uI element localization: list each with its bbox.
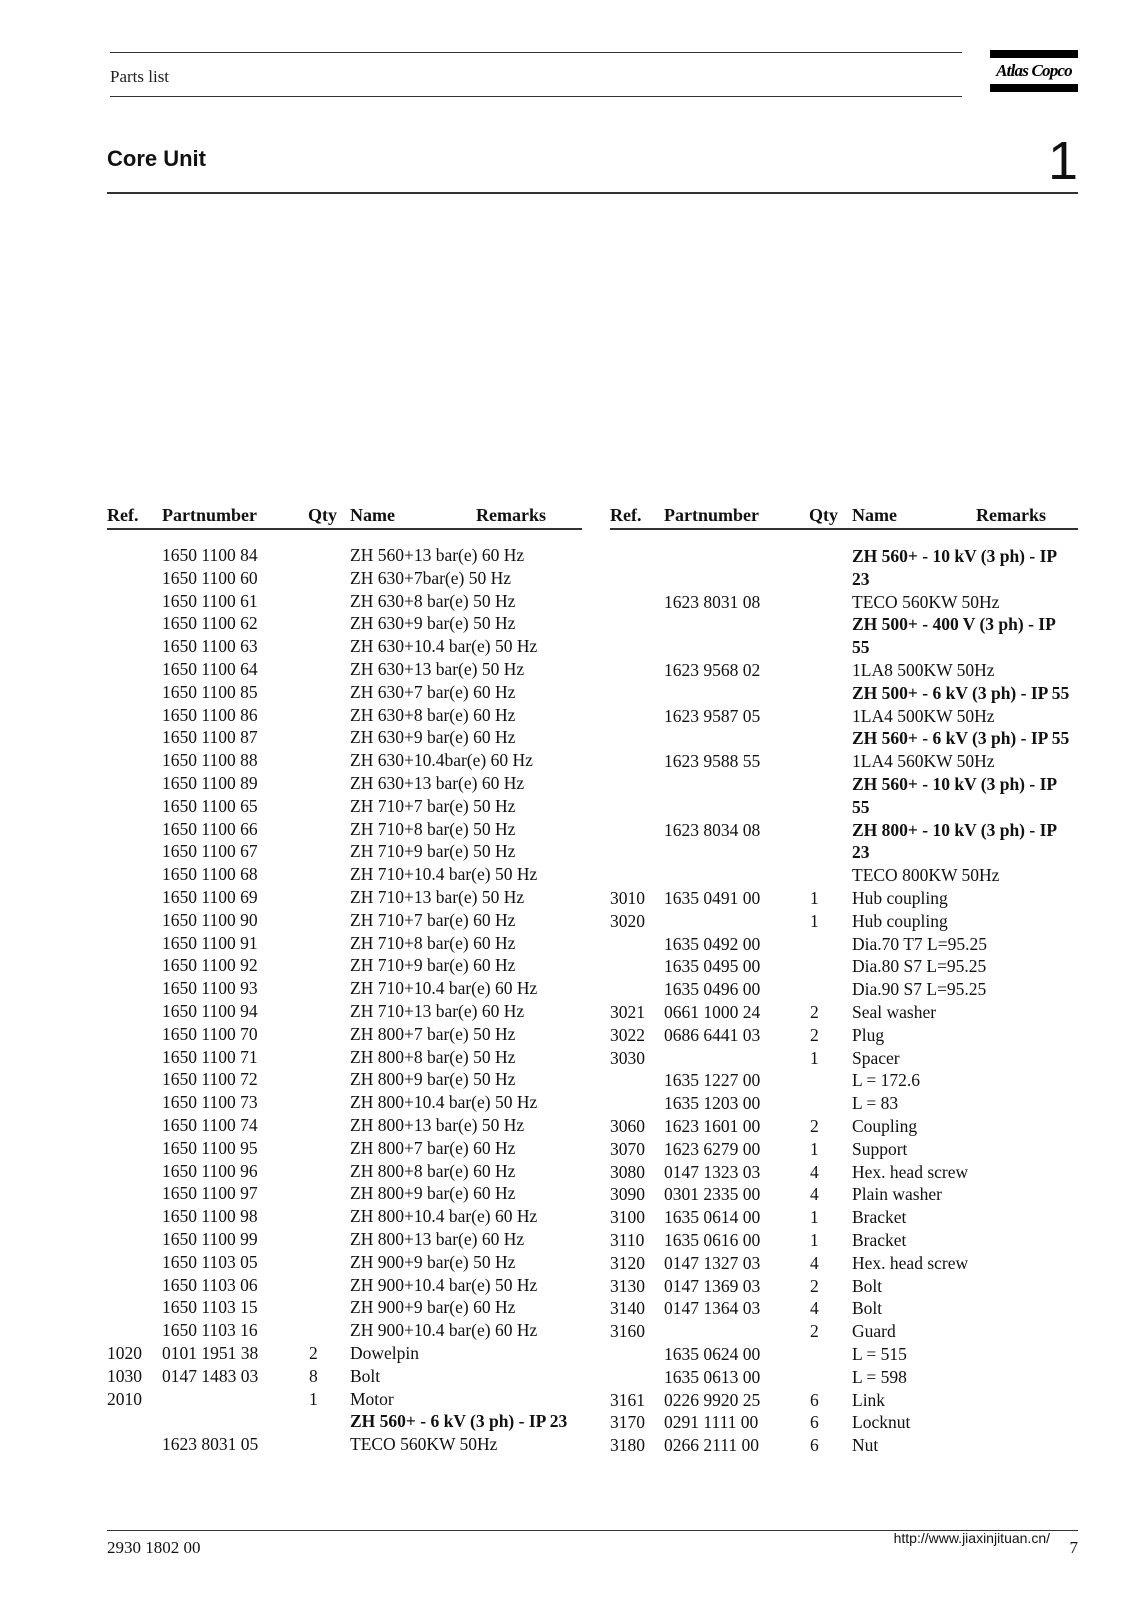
- name-cell: ZH 710+10.4 bar(e) 50 Hz: [350, 864, 538, 885]
- table-row: [107, 1160, 587, 1183]
- table-row: [107, 1410, 587, 1433]
- left-table-header: [107, 505, 582, 527]
- name-cell: L = 83: [852, 1093, 899, 1114]
- table-row: [610, 978, 1090, 1001]
- name-cell: Hex. head screw: [852, 1252, 969, 1273]
- table-row: [107, 635, 587, 658]
- name-cell: ZH 560+ - 6 kV (3 ph) - IP 55: [852, 728, 1070, 749]
- partnumber-cell: 1650 1100 68: [162, 864, 258, 885]
- partnumber-cell: 1650 1100 85: [162, 681, 258, 702]
- qty-cell: 8: [309, 1365, 318, 1386]
- name-cell: Bracket: [852, 1230, 907, 1250]
- partnumber-cell: 1623 6279 00: [664, 1138, 761, 1159]
- name-cell: TECO 560KW 50Hz: [350, 1434, 498, 1455]
- table-row: [610, 1320, 1090, 1343]
- left-table-rule: [107, 528, 582, 530]
- name-cell: ZH 630+8 bar(e) 50 Hz: [350, 590, 516, 611]
- name-cell: ZH 900+9 bar(e) 60 Hz: [350, 1297, 516, 1318]
- name-cell: ZH 560+ - 10 kV (3 ph) - IP: [852, 774, 1058, 794]
- table-row: [610, 1411, 1090, 1434]
- table-row: [107, 1137, 587, 1160]
- partnumber-cell: 1650 1100 73: [162, 1092, 258, 1113]
- partnumber-cell: 1650 1100 93: [162, 978, 258, 999]
- name-cell: L = 172.6: [852, 1070, 921, 1091]
- name-cell: Bolt: [350, 1365, 381, 1386]
- qty-cell: 1: [810, 1230, 819, 1250]
- table-row: [107, 795, 587, 818]
- ref-cell: 3161: [610, 1389, 645, 1410]
- table-row: [107, 681, 587, 704]
- name-cell: Motor: [350, 1388, 394, 1409]
- name-cell: L = 515: [852, 1344, 907, 1364]
- partnumber-cell: 0301 2335 00: [664, 1184, 761, 1205]
- name-cell: ZH 800+7 bar(e) 50 Hz: [350, 1023, 516, 1044]
- partnumber-cell: 1650 1100 89: [162, 773, 258, 793]
- name-cell: TECO 560KW 50Hz: [852, 591, 1000, 612]
- table-row: [610, 1297, 1090, 1320]
- col-ref: Ref.: [610, 505, 642, 525]
- name-cell: Guard: [852, 1321, 896, 1342]
- name-cell: Dowelpin: [350, 1343, 420, 1363]
- table-row: [107, 1388, 587, 1411]
- partnumber-cell: 1635 0613 00: [664, 1366, 761, 1387]
- partnumber-cell: 1650 1100 71: [162, 1046, 258, 1067]
- table-row: [610, 750, 1090, 773]
- table-row: [107, 954, 587, 977]
- name-cell: ZH 710+13 bar(e) 60 Hz: [350, 1001, 525, 1021]
- table-row: [610, 910, 1090, 933]
- ref-cell: 3060: [610, 1116, 645, 1136]
- name-cell: Support: [852, 1138, 908, 1159]
- ref-cell: 3030: [610, 1047, 645, 1068]
- table-row: [610, 1366, 1090, 1389]
- name-cell: ZH 800+10.4 bar(e) 60 Hz: [350, 1206, 538, 1227]
- table-row: [107, 1274, 587, 1297]
- table-row: [610, 727, 1090, 750]
- name-cell: 1LA4 500KW 50Hz: [852, 705, 995, 726]
- table-row: [610, 887, 1090, 910]
- table-row: [610, 1069, 1090, 1092]
- partnumber-cell: 1650 1100 63: [162, 636, 258, 657]
- right-table-header: [610, 505, 1078, 527]
- ref-cell: 3022: [610, 1024, 645, 1045]
- partnumber-cell: 1635 0491 00: [664, 888, 761, 908]
- ref-cell: 3170: [610, 1412, 645, 1433]
- name-cell: ZH 800+8 bar(e) 60 Hz: [350, 1160, 516, 1181]
- partnumber-cell: 1635 0495 00: [664, 956, 761, 977]
- partnumber-cell: 1650 1100 87: [162, 727, 258, 748]
- table-row: [107, 1068, 587, 1091]
- partnumber-cell: 1635 0614 00: [664, 1207, 761, 1228]
- partnumber-cell: 1635 0492 00: [664, 933, 761, 954]
- qty-cell: 4: [810, 1252, 819, 1273]
- name-cell: 23: [852, 568, 870, 589]
- table-row: [610, 1138, 1090, 1161]
- name-cell: Hub coupling: [852, 910, 948, 931]
- table-row: [610, 613, 1090, 636]
- partnumber-cell: 1650 1100 67: [162, 841, 258, 862]
- name-cell: ZH 900+9 bar(e) 50 Hz: [350, 1251, 516, 1272]
- table-row: [107, 612, 587, 635]
- name-cell: 1LA8 500KW 50Hz: [852, 660, 995, 680]
- name-cell: ZH 630+8 bar(e) 60 Hz: [350, 704, 516, 725]
- name-cell: Bolt: [852, 1275, 883, 1296]
- name-cell: ZH 710+13 bar(e) 50 Hz: [350, 887, 525, 907]
- name-cell: ZH 560+ - 6 kV (3 ph) - IP 23: [350, 1411, 568, 1432]
- partnumber-cell: 1650 1100 84: [162, 545, 258, 565]
- col-partnumber: Partnumber: [664, 505, 759, 525]
- table-row: [610, 545, 1090, 568]
- table-row: [107, 544, 587, 567]
- partnumber-cell: 0686 6441 03: [664, 1024, 761, 1045]
- partnumber-cell: 1635 1203 00: [664, 1093, 761, 1114]
- partnumber-cell: 1635 0616 00: [664, 1230, 761, 1250]
- name-cell: Hub coupling: [852, 888, 948, 908]
- partnumber-cell: 1635 1227 00: [664, 1070, 761, 1091]
- table-row: [107, 909, 587, 932]
- name-cell: ZH 710+8 bar(e) 50 Hz: [350, 818, 516, 839]
- document-number: 2930 1802 00: [107, 1538, 201, 1557]
- table-row: [610, 1343, 1090, 1366]
- col-name: Name: [350, 505, 395, 525]
- name-cell: ZH 800+7 bar(e) 60 Hz: [350, 1137, 516, 1158]
- partnumber-cell: 0101 1951 38: [162, 1343, 259, 1363]
- name-cell: 23: [852, 842, 870, 863]
- partnumber-cell: 1635 0496 00: [664, 979, 761, 1000]
- name-cell: Plain washer: [852, 1184, 942, 1205]
- table-row: [107, 1091, 587, 1114]
- table-row: [107, 590, 587, 613]
- qty-cell: 1: [810, 1047, 819, 1068]
- partnumber-cell: 1650 1100 64: [162, 659, 258, 679]
- ref-cell: 3090: [610, 1184, 645, 1205]
- name-cell: ZH 710+7 bar(e) 50 Hz: [350, 795, 516, 816]
- name-cell: ZH 630+7bar(e) 50 Hz: [350, 567, 511, 588]
- name-cell: Hex. head screw: [852, 1161, 969, 1182]
- ref-cell: 3021: [610, 1002, 645, 1022]
- qty-cell: 2: [810, 1024, 819, 1045]
- table-row: [107, 1251, 587, 1274]
- qty-cell: 1: [810, 1138, 819, 1159]
- table-row: [610, 864, 1090, 887]
- partnumber-cell: 1650 1100 92: [162, 955, 258, 976]
- name-cell: ZH 800+13 bar(e) 60 Hz: [350, 1229, 525, 1249]
- qty-cell: 1: [810, 910, 819, 931]
- qty-cell: 4: [810, 1298, 819, 1319]
- partnumber-cell: 1650 1100 69: [162, 887, 258, 907]
- table-row: [107, 658, 587, 681]
- partnumber-cell: 1650 1100 70: [162, 1023, 258, 1044]
- name-cell: ZH 630+13 bar(e) 60 Hz: [350, 773, 525, 793]
- partnumber-cell: 1650 1100 72: [162, 1069, 258, 1090]
- ref-cell: 1030: [107, 1365, 142, 1386]
- name-cell: Locknut: [852, 1412, 911, 1433]
- partnumber-cell: 1650 1100 86: [162, 704, 258, 725]
- table-row: [610, 1001, 1090, 1024]
- partnumber-cell: 0226 9920 25: [664, 1389, 761, 1410]
- partnumber-cell: 0147 1483 03: [162, 1365, 259, 1386]
- name-cell: ZH 800+9 bar(e) 50 Hz: [350, 1069, 516, 1090]
- table-row: [610, 1092, 1090, 1115]
- partnumber-cell: 1650 1100 62: [162, 613, 258, 634]
- partnumber-cell: 1623 9587 05: [664, 705, 761, 726]
- section-number: 1: [1047, 131, 1078, 191]
- name-cell: ZH 800+13 bar(e) 50 Hz: [350, 1115, 525, 1135]
- partnumber-cell: 1650 1100 90: [162, 909, 258, 930]
- ref-cell: 2010: [107, 1388, 142, 1409]
- table-row: [610, 1206, 1090, 1229]
- name-cell: ZH 710+9 bar(e) 50 Hz: [350, 841, 516, 862]
- name-cell: ZH 900+10.4 bar(e) 60 Hz: [350, 1320, 538, 1341]
- page-number: 7: [1069, 1538, 1078, 1557]
- qty-cell: 2: [810, 1002, 819, 1022]
- col-qty: Qty: [308, 505, 337, 525]
- partnumber-cell: 0661 1000 24: [664, 1002, 761, 1022]
- ref-cell: 3180: [610, 1435, 645, 1456]
- name-cell: ZH 800+ - 10 kV (3 ph) - IP: [852, 819, 1058, 840]
- atlas-copco-logo: Atlas Copco: [990, 50, 1078, 94]
- table-row: [107, 840, 587, 863]
- col-partnumber: Partnumber: [162, 505, 257, 525]
- ref-cell: 3080: [610, 1161, 645, 1182]
- table-row: [610, 933, 1090, 956]
- name-cell: ZH 710+9 bar(e) 60 Hz: [350, 955, 516, 976]
- qty-cell: 2: [309, 1343, 318, 1363]
- table-row: [107, 704, 587, 727]
- name-cell: ZH 800+9 bar(e) 60 Hz: [350, 1183, 516, 1204]
- name-cell: Dia.90 S7 L=95.25: [852, 979, 987, 1000]
- col-remarks: Remarks: [476, 505, 546, 525]
- table-row: [610, 955, 1090, 978]
- partnumber-cell: 0147 1323 03: [664, 1161, 761, 1182]
- partnumber-cell: 1623 9588 55: [664, 751, 761, 772]
- table-row: [610, 796, 1090, 819]
- table-row: [107, 1114, 587, 1137]
- partnumber-cell: 1650 1100 60: [162, 567, 258, 588]
- table-row: [610, 819, 1090, 842]
- name-cell: 1LA4 560KW 50Hz: [852, 751, 995, 772]
- name-cell: ZH 900+10.4 bar(e) 50 Hz: [350, 1274, 538, 1295]
- table-row: [610, 841, 1090, 864]
- partnumber-cell: 0147 1327 03: [664, 1252, 761, 1273]
- table-row: [107, 1023, 587, 1046]
- qty-cell: 2: [810, 1321, 819, 1342]
- table-row: [610, 568, 1090, 591]
- table-row: [107, 818, 587, 841]
- partnumber-cell: 1650 1100 94: [162, 1001, 258, 1021]
- table-row: [107, 1296, 587, 1319]
- table-row: [107, 1182, 587, 1205]
- footer-url[interactable]: http://www.jiaxinjituan.cn/: [893, 1530, 1050, 1546]
- partnumber-cell: 1635 0624 00: [664, 1344, 761, 1364]
- ref-cell: 3010: [610, 888, 645, 908]
- partnumber-cell: 1650 1100 98: [162, 1206, 258, 1227]
- col-ref: Ref.: [107, 505, 139, 525]
- header-bottom-rule: [110, 96, 962, 97]
- name-cell: ZH 630+13 bar(e) 50 Hz: [350, 659, 525, 679]
- partnumber-cell: 1650 1100 96: [162, 1160, 258, 1181]
- name-cell: ZH 560+13 bar(e) 60 Hz: [350, 545, 525, 565]
- ref-cell: 3120: [610, 1252, 645, 1273]
- partnumber-cell: 0266 2111 00: [664, 1435, 759, 1456]
- name-cell: ZH 710+10.4 bar(e) 60 Hz: [350, 978, 538, 999]
- name-cell: ZH 800+8 bar(e) 50 Hz: [350, 1046, 516, 1067]
- partnumber-cell: 1650 1100 66: [162, 818, 258, 839]
- partnumber-cell: 1650 1103 16: [162, 1320, 258, 1341]
- partnumber-cell: 1650 1103 15: [162, 1297, 258, 1318]
- partnumber-cell: 1650 1100 61: [162, 590, 258, 611]
- qty-cell: 4: [810, 1161, 819, 1182]
- page-title: Core Unit: [107, 146, 206, 171]
- table-row: [610, 591, 1090, 614]
- name-cell: Link: [852, 1389, 886, 1410]
- name-cell: ZH 630+7 bar(e) 60 Hz: [350, 681, 516, 702]
- table-row: [107, 932, 587, 955]
- ref-cell: 3140: [610, 1298, 645, 1319]
- name-cell: Bolt: [852, 1298, 883, 1319]
- ref-cell: 3020: [610, 910, 645, 931]
- partnumber-cell: 1623 9568 02: [664, 660, 761, 680]
- qty-cell: 2: [810, 1275, 819, 1296]
- name-cell: Coupling: [852, 1116, 918, 1136]
- table-row: [610, 1024, 1090, 1047]
- name-cell: ZH 710+7 bar(e) 60 Hz: [350, 909, 516, 930]
- partnumber-cell: 1650 1100 74: [162, 1115, 258, 1135]
- name-cell: ZH 630+9 bar(e) 60 Hz: [350, 727, 516, 748]
- name-cell: Nut: [852, 1435, 879, 1456]
- right-table-rule: [610, 528, 1078, 530]
- table-row: [107, 1433, 587, 1456]
- table-row: [610, 1389, 1090, 1412]
- partnumber-cell: 1623 8034 08: [664, 819, 761, 840]
- partnumber-cell: 1650 1100 99: [162, 1229, 258, 1249]
- table-row: [107, 726, 587, 749]
- qty-cell: 1: [810, 1207, 819, 1228]
- table-row: [610, 659, 1090, 682]
- header-label: Parts list: [110, 67, 170, 86]
- table-row: [610, 1434, 1090, 1457]
- table-row: [107, 1228, 587, 1251]
- ref-cell: 3130: [610, 1275, 645, 1296]
- table-row: [610, 682, 1090, 705]
- name-cell: TECO 800KW 50Hz: [852, 865, 1000, 886]
- name-cell: 55: [852, 796, 870, 817]
- partnumber-cell: 1623 8031 08: [664, 591, 761, 612]
- table-row: [107, 886, 587, 909]
- qty-cell: 2: [810, 1116, 819, 1136]
- header-top-rule: [110, 52, 962, 53]
- table-row: [107, 1046, 587, 1069]
- ref-cell: 3110: [610, 1230, 645, 1250]
- partnumber-cell: 1623 1601 00: [664, 1116, 761, 1136]
- table-row: [610, 1275, 1090, 1298]
- partnumber-cell: 1650 1103 05: [162, 1251, 258, 1272]
- partnumber-cell: 0147 1369 03: [664, 1275, 761, 1296]
- partnumber-cell: 0291 1111 00: [664, 1412, 759, 1433]
- partnumber-cell: 1650 1100 95: [162, 1137, 258, 1158]
- table-row: [107, 1319, 587, 1342]
- table-row: [610, 705, 1090, 728]
- qty-cell: 6: [810, 1412, 819, 1433]
- table-row: [107, 1000, 587, 1023]
- name-cell: Plug: [852, 1024, 885, 1045]
- name-cell: ZH 800+10.4 bar(e) 50 Hz: [350, 1092, 538, 1113]
- ref-cell: 3070: [610, 1138, 645, 1159]
- partnumber-cell: 0147 1364 03: [664, 1298, 761, 1319]
- name-cell: ZH 560+ - 10 kV (3 ph) - IP: [852, 546, 1058, 566]
- name-cell: ZH 630+10.4bar(e) 60 Hz: [350, 750, 533, 771]
- table-row: [107, 772, 587, 795]
- table-row: [107, 567, 587, 590]
- partnumber-cell: 1623 8031 05: [162, 1434, 259, 1455]
- col-name: Name: [852, 505, 897, 525]
- ref-cell: 1020: [107, 1343, 142, 1363]
- qty-cell: 6: [810, 1389, 819, 1410]
- name-cell: ZH 630+10.4 bar(e) 50 Hz: [350, 636, 538, 657]
- partnumber-cell: 1650 1100 88: [162, 750, 258, 771]
- name-cell: Bracket: [852, 1207, 907, 1228]
- table-row: [107, 863, 587, 886]
- table-row: [610, 1047, 1090, 1070]
- name-cell: L = 598: [852, 1366, 907, 1387]
- name-cell: Dia.80 S7 L=95.25: [852, 956, 987, 977]
- table-row: [610, 1115, 1090, 1138]
- table-row: [107, 977, 587, 1000]
- name-cell: ZH 630+9 bar(e) 50 Hz: [350, 613, 516, 634]
- qty-cell: 4: [810, 1184, 819, 1205]
- table-row: [107, 1205, 587, 1228]
- col-remarks: Remarks: [976, 505, 1046, 525]
- ref-cell: 3160: [610, 1321, 645, 1342]
- table-row: [107, 1342, 587, 1365]
- table-row: [610, 1161, 1090, 1184]
- name-cell: ZH 500+ - 6 kV (3 ph) - IP 55: [852, 682, 1070, 703]
- table-row: [610, 1183, 1090, 1206]
- qty-cell: 6: [810, 1435, 819, 1456]
- table-row: [610, 773, 1090, 796]
- table-row: [610, 1252, 1090, 1275]
- qty-cell: 1: [810, 888, 819, 908]
- table-row: [610, 1229, 1090, 1252]
- name-cell: Spacer: [852, 1047, 900, 1068]
- table-row: [610, 636, 1090, 659]
- table-row: [107, 1365, 587, 1388]
- col-qty: Qty: [809, 505, 838, 525]
- table-row: [107, 749, 587, 772]
- partnumber-cell: 1650 1100 65: [162, 795, 258, 816]
- ref-cell: 3100: [610, 1207, 645, 1228]
- partnumber-cell: 1650 1103 06: [162, 1274, 258, 1295]
- name-cell: Dia.70 T7 L=95.25: [852, 933, 987, 954]
- partnumber-cell: 1650 1100 97: [162, 1183, 258, 1204]
- name-cell: Seal washer: [852, 1002, 937, 1022]
- partnumber-cell: 1650 1100 91: [162, 932, 258, 953]
- name-cell: ZH 710+8 bar(e) 60 Hz: [350, 932, 516, 953]
- name-cell: ZH 500+ - 400 V (3 ph) - IP: [852, 614, 1056, 635]
- qty-cell: 1: [309, 1388, 318, 1409]
- title-rule: [107, 192, 1078, 194]
- name-cell: 55: [852, 637, 870, 658]
